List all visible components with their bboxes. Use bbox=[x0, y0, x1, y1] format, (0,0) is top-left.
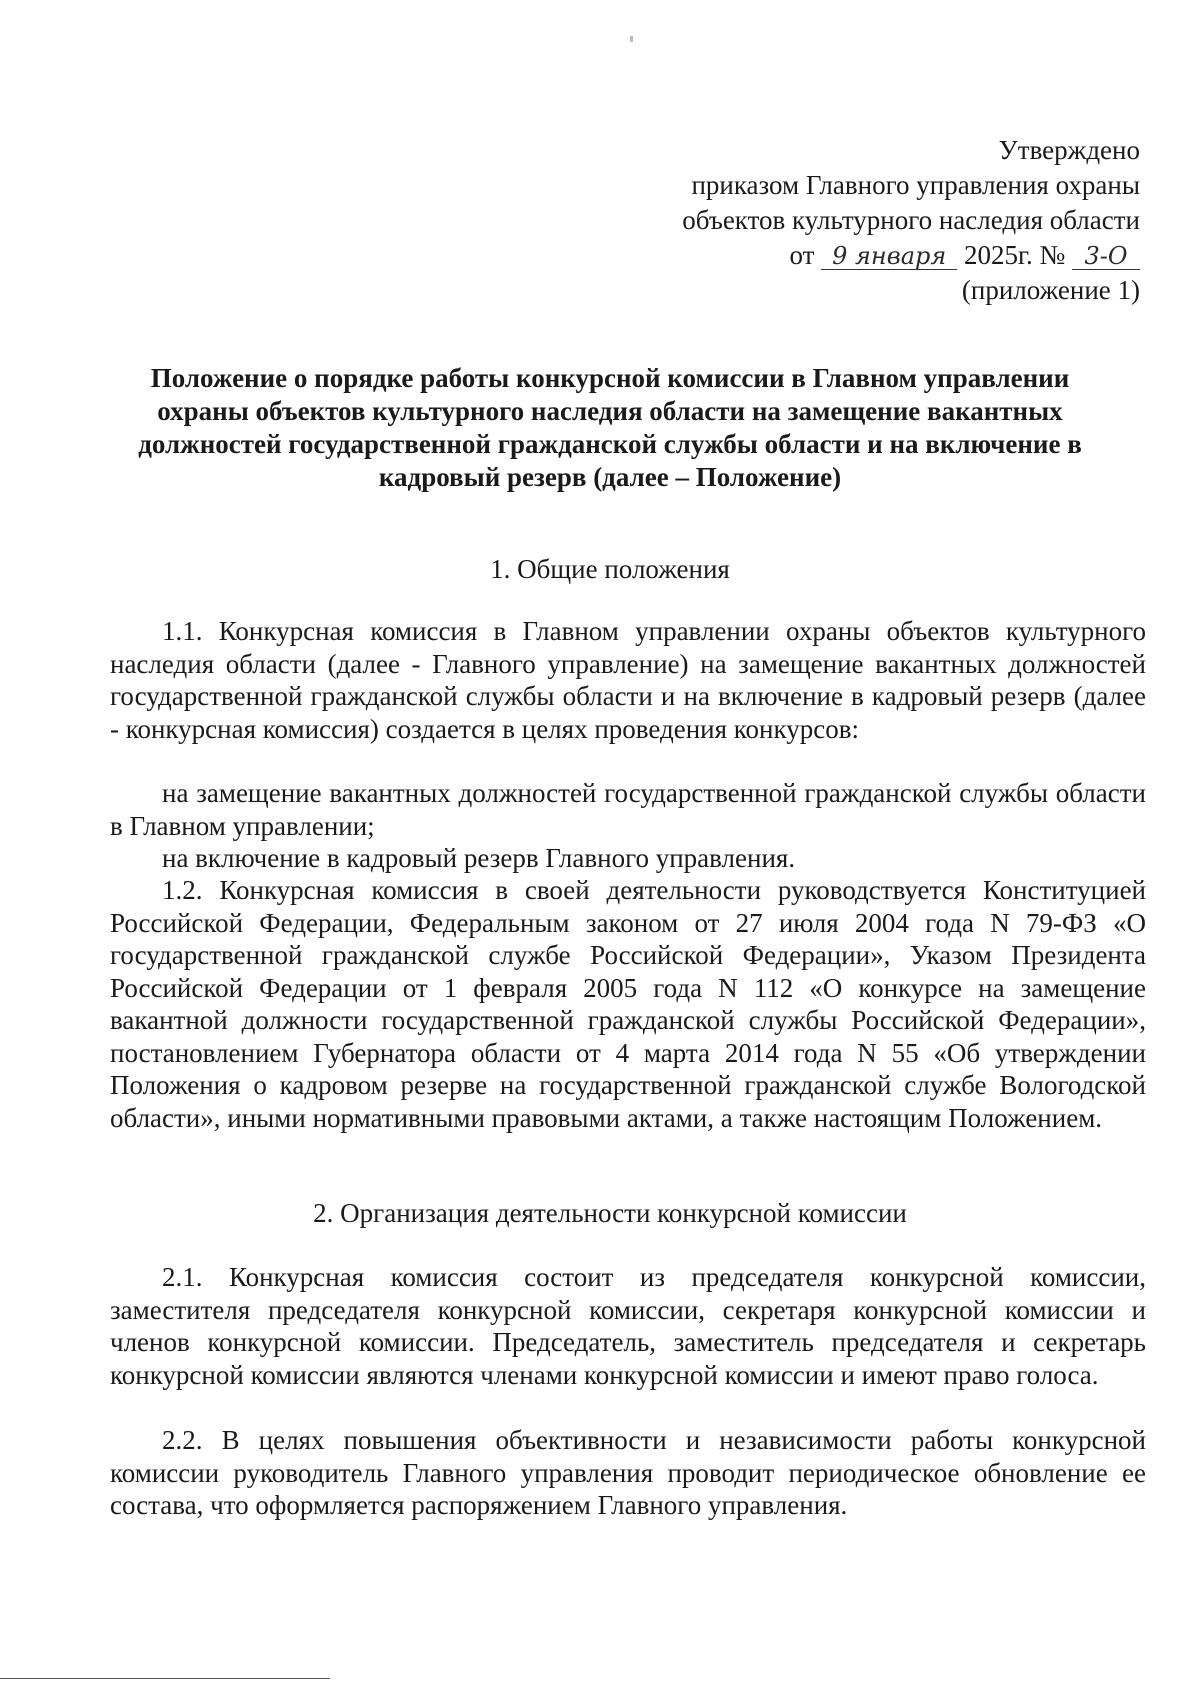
paragraph-1-1: 1.1. Конкурсная комиссия в Главном управлении охраны объектов культурного наследия области (далее - Главного управление) на замещение вакантных должностей государственной гражданской службы области и на включение в кадровый резерв (далее - конкурсная комиссия) создается в целях проведения конкурсов: bbox=[110, 616, 1146, 744]
title-line: охраны объектов культурного наследия области на замещение вакантных bbox=[157, 396, 1063, 426]
section-2-heading: 2. Организация деятельности конкурсной комиссии bbox=[313, 1198, 907, 1228]
title-line: кадровый резерв (далее – Положение) bbox=[378, 462, 842, 492]
scan-speck bbox=[630, 36, 633, 42]
paragraph-1-1-item-b: на включение в кадровый резерв Главного управления. bbox=[162, 843, 796, 873]
approval-block bbox=[682, 133, 1140, 308]
paragraph-2-2: 2.2. В целях повышения объективности и независимости работы конкурсной комиссии руководитель Главного управления проводит периодическое обновление ее состава, что оформляется распоряжением Главного управления. bbox=[110, 1425, 1146, 1520]
title-line: должностей государственной гражданской службы области и на включение в bbox=[138, 429, 1082, 459]
handwritten-date: 9 января bbox=[821, 243, 957, 270]
appendix-label: (приложение 1) bbox=[961, 275, 1140, 305]
paragraph-2-1: 2.1. Конкурсная комиссия состоит из председателя конкурсной комиссии, заместителя председателя конкурсной комиссии, секретаря конкурсной комиссии и членов конкурсной комиссии. Председатель, заместитель председателя и секретарь конкурсной комиссии являются членами конкурсной комиссии и имеют право голоса. bbox=[110, 1262, 1146, 1390]
approval-line-department: объектов культурного наследия области bbox=[682, 205, 1140, 235]
section-1-heading: 1. Общие положения bbox=[490, 554, 730, 584]
approval-line-approved: Утверждено bbox=[998, 135, 1140, 165]
year-number-label: 2025г. № bbox=[963, 240, 1066, 270]
paragraph-1-1-item-a: на замещение вакантных должностей государственной гражданской службы области в Главном управлении; bbox=[110, 778, 1146, 841]
paragraph-1-2: 1.2. Конкурсная комиссия в своей деятельности руководствуется Конституцией Российской Федерации, Федеральным законом от 27 июля 2004 года N 79-ФЗ «О государственной гражданской службе Российской Федерации», Указом Президента Российской Федерации от 1 февраля 2005 года N 112 «О конкурсе на замещение вакантной должности государственной гражданской службы Российской Федерации», постановлением Губернатора области от 4 марта 2014 года N 55 «Об утверждении Положения о кадровом резерве на государственной гражданской службе Вологодской области», иными нормативными правовыми актами, а также настоящим Положением. bbox=[110, 875, 1146, 1133]
handwritten-order-number: 3-О bbox=[1072, 243, 1140, 270]
approval-line-date-number bbox=[682, 238, 1140, 273]
approval-line-order: приказом Главного управления охраны bbox=[691, 170, 1140, 200]
from-label: от bbox=[789, 240, 815, 270]
title-line: Положение о порядке работы конкурсной комиссии в Главном управлении bbox=[150, 363, 1070, 393]
footer-rule bbox=[0, 1678, 330, 1679]
document-title bbox=[110, 362, 1110, 494]
